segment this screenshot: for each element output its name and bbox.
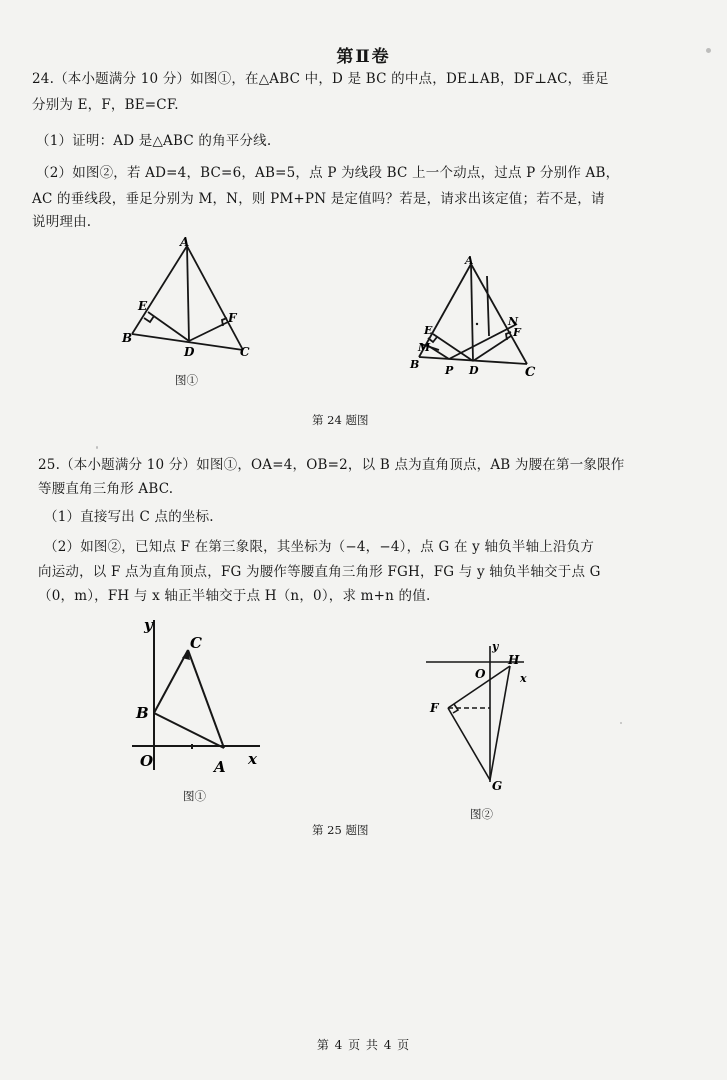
q24-fig2-label-m: M: [418, 341, 431, 354]
q24-fig1-label-d: D: [184, 345, 195, 359]
q24-fig1-label-b: B: [122, 331, 133, 345]
q25-fig2-caption: 图②: [470, 807, 493, 821]
q24-line-2: 分别为 E，F，BE=CF.: [32, 97, 179, 113]
q24-line-3: （1）证明：AD 是△ABC 的角平分线.: [36, 133, 272, 149]
scan-speck: [96, 446, 98, 449]
q24-line-1: 24.（本小题满分 10 分）如图①，在△ABC 中，D 是 BC 的中点，DE⊥AB，DF⊥AC，垂足: [32, 71, 609, 87]
q24-fig1-label-e: E: [138, 299, 148, 313]
q25-fig2-label-f: F: [430, 701, 439, 715]
q24-fig2-label-p: P: [445, 364, 454, 377]
q24-line-6: 说明理由.: [32, 214, 92, 230]
scan-speck: [706, 48, 711, 53]
q24-fig2-label-n: N: [508, 315, 519, 328]
section-title: 第Ⅱ卷: [336, 47, 391, 67]
page-footer: 第 4 页 共 4 页: [316, 1038, 411, 1052]
q25-figure-caption: 第 25 题图: [312, 823, 369, 837]
q25-fig1-label-y: y: [144, 616, 153, 634]
q24-fig1-caption: 图①: [175, 373, 198, 387]
q24-line-4: （2）如图②，若 AD=4，BC=6，AB=5，点 P 为线段 BC 上一个动点，过点 P 分别作 AB，: [36, 165, 620, 181]
q24-fig1-label-a: A: [180, 235, 190, 249]
q25-line-3: （1）直接写出 C 点的坐标.: [44, 509, 214, 525]
q25-fig1-caption: 图①: [183, 789, 206, 803]
q25-fig2-label-h: H: [508, 653, 520, 667]
q25-fig2-label-x: x: [520, 672, 527, 685]
q24-fig2-label-c: C: [525, 365, 536, 380]
q25-line-5: 向运动，以 F 点为直角顶点，FG 为腰作等腰直角三角形 FGH，FG 与 y 轴负半轴交于点 G: [38, 564, 601, 580]
q24-fig2-label-a: A: [465, 254, 474, 267]
q25-fig1-label-c: C: [190, 634, 202, 652]
q24-figure-2: [405, 252, 555, 382]
q25-line-1: 25.（本小题满分 10 分）如图①，OA=4，OB=2，以 B 点为直角顶点，AB 为腰在第一象限作: [38, 457, 625, 473]
q24-fig2-label-d: D: [469, 364, 479, 377]
q25-fig1-label-x: x: [248, 750, 257, 768]
q24-figure-1: [110, 232, 270, 372]
q25-figure-2: [420, 642, 550, 792]
q25-fig1-label-o: O: [140, 752, 154, 770]
q24-fig2-label-f: F: [513, 326, 521, 339]
q24-fig1-label-c: C: [240, 345, 250, 359]
q25-figure-1: [130, 618, 270, 778]
q24-figure-caption: 第 24 题图: [312, 413, 369, 427]
q24-fig2-label-e: E: [424, 324, 433, 337]
q25-line-4: （2）如图②，已知点 F 在第三象限，其坐标为（−4，−4），点 G 在 y 轴负半轴上沿负方: [44, 539, 595, 555]
q25-fig2-label-o: O: [475, 667, 486, 681]
q25-fig2-label-y: y: [492, 640, 499, 653]
q25-fig1-label-a: A: [214, 758, 226, 776]
q24-fig2-label-b: B: [410, 358, 420, 371]
q24-fig1-label-f: F: [228, 311, 237, 325]
q25-fig1-label-b: B: [136, 704, 149, 722]
q25-line-6: （0，m），FH 与 x 轴正半轴交于点 H（n，0），求 m+n 的值.: [38, 588, 431, 604]
q25-line-2: 等腰直角三角形 ABC.: [38, 481, 174, 497]
q25-fig2-label-g: G: [492, 779, 503, 793]
q24-line-5: AC 的垂线段，垂足分别为 M，N，则 PM+PN 是定值吗？若是，请求出该定值；若不是，请: [32, 191, 605, 207]
scan-speck: [620, 722, 622, 724]
